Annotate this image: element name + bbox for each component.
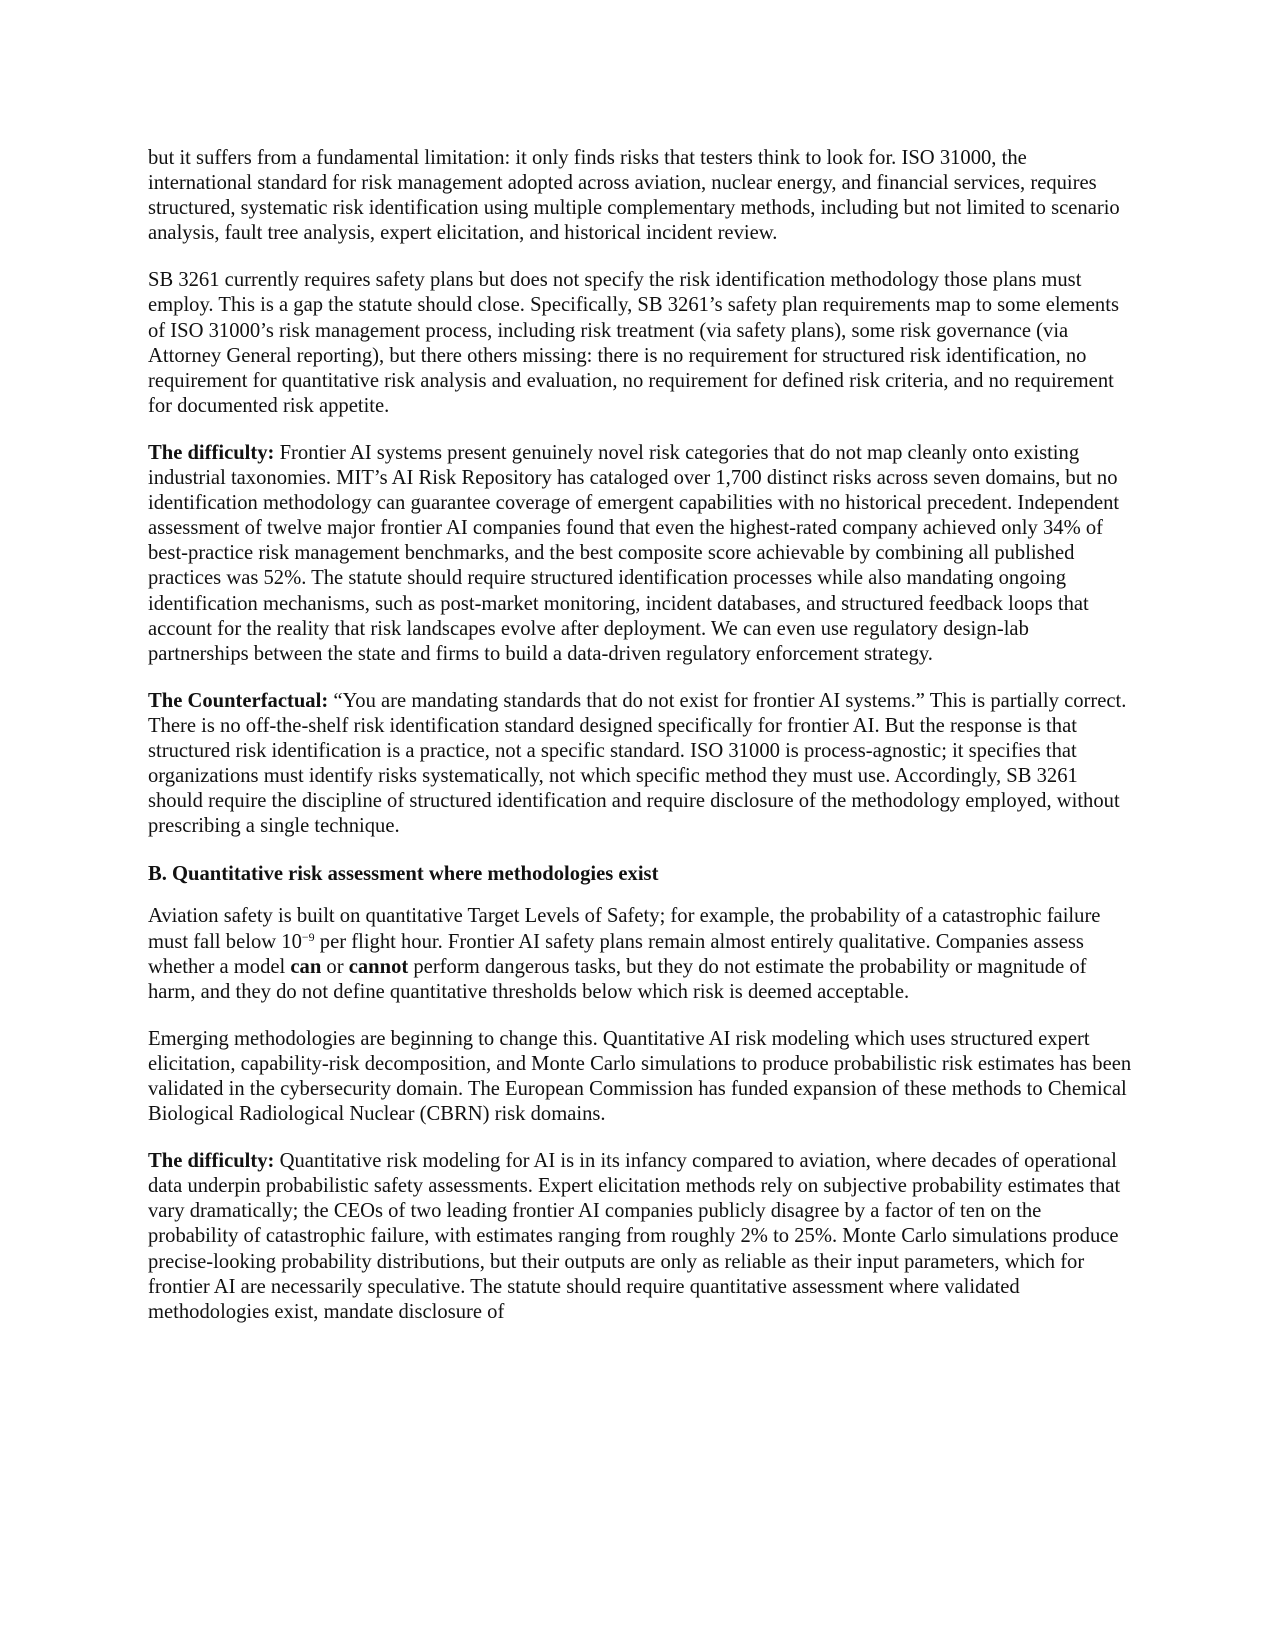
paragraph-difficulty-identification <box>148 441 1133 667</box>
paragraph-difficulty-quantitative <box>148 1149 1133 1325</box>
paragraph-counterfactual <box>148 689 1133 840</box>
paragraph-text: but it suffers from a fundamental limitation: it only finds risks that testers think to look for. ISO 31000, the international standard for risk management adopted across aviation, nuclear energy, and financial services, requires structured, systematic risk identification using multiple complementary methods, including but not limited to scenario analysis, fault tree analysis, expert elicitation, and historical incident review. <box>148 147 1120 245</box>
paragraph-iso-31000 <box>148 146 1133 246</box>
paragraph-text: or <box>321 955 349 978</box>
paragraph-text: Frontier AI systems present genuinely novel risk categories that do not map cleanly onto existing industrial taxonomies. MIT’s AI Risk Repository has cataloged over 1,700 distinct risks across seven domains, but no identification methodology can guarantee coverage of emergent capabilities with no historical precedent. Independent assessment of twelve major frontier AI companies found that even the highest-rated company achieved only 34% of best-practice risk management benchmarks, and the best composite score achievable by combining all published practices was 52%. The statute should require structured identification processes while also mandating ongoing identification mechanisms, such as post-market monitoring, incident databases, and structured feedback loops that account for the reality that risk landscapes evolve after deployment. We can even use regulatory design-lab partnerships between the state and firms to build a data-driven regulatory enforcement strategy. <box>148 441 1120 665</box>
emphasis-cannot: cannot <box>348 955 409 978</box>
paragraph-text: SB 3261 currently requires safety plans but does not specify the risk identification methodology those plans must employ. This is a gap the statute should close. Specifically, SB 3261’s safety plan requirements map to some elements of ISO 31000’s risk management process, including risk treatment (via safety plans), some risk governance (via Attorney General reporting), but there others missing: there is no requirement for structured risk identification, no requirement for quantitative risk analysis and evaluation, no requirement for defined risk criteria, and no requirement for documented risk appetite. <box>148 269 1119 417</box>
paragraph-text: per flight hour. Frontier AI safety plans remain almost entirely qualitative. Companies assess whether a model <box>148 930 1084 978</box>
paragraph-text: Quantitative risk modeling for AI is in its infancy compared to aviation, where decades of operational data underpin probabilistic safety assessments. Expert elicitation methods rely on subjective probability estimates that vary dramatically; the CEOs of two leading frontier AI companies publicly disagree by a factor of ten on the probability of catastrophic failure, with estimates ranging from roughly 2% to 25%. Monte Carlo simulations produce precise-looking probability distributions, but their outputs are only as reliable as their input parameters, which for frontier AI are necessarily speculative. The statute should require quantitative assessment where validated methodologies exist, mandate disclosure of <box>148 1150 1121 1323</box>
paragraph-lead: The difficulty: <box>148 1150 275 1173</box>
paragraph-lead: The difficulty: <box>148 441 275 464</box>
section-heading: B. Quantitative risk assessment where methodologies exist <box>148 863 659 886</box>
paragraph-text: Emerging methodologies are beginning to change this. Quantitative AI risk modeling which uses structured expert elicitation, capability-risk decomposition, and Monte Carlo simulations to produce probabilistic risk estimates has been validated in the cybersecurity domain. The European Commission has funded expansion of these methods to Chemical Biological Radiological Nuclear (CBRN) risk domains. <box>148 1027 1132 1126</box>
paragraph-text: perform dangerous tasks, but they do not estimate the probability or magnitude of harm, and they do not define quantitative thresholds below which risk is deemed acceptable. <box>148 955 1087 1003</box>
emphasis-can: can <box>290 955 322 978</box>
document-page <box>148 146 1133 1325</box>
paragraph-aviation-safety <box>148 904 1133 1004</box>
paragraph-emerging-methodologies <box>148 1027 1133 1127</box>
paragraph-text: Aviation safety is built on quantitative Target Levels of Safety; for example, the probability of a catastrophic failure must fall below 10 <box>148 905 1101 953</box>
exponent: −9 <box>301 929 315 944</box>
paragraph-lead: The Counterfactual: <box>148 689 329 712</box>
paragraph-sb-3261-gap <box>148 268 1133 419</box>
paragraph-text: “You are mandating standards that do not exist for frontier AI systems.” This is partially correct. There is no off-the-shelf risk identification standard designed specifically for frontier AI. But the response is that structured risk identification is a practice, not a specific standard. ISO 31000 is process-agnostic; it specifies that organizations must identify risks systematically, not which specific method they must use. Accordingly, SB 3261 should require the discipline of structured identification and require disclosure of the methodology employed, without prescribing a single technique. <box>148 689 1127 838</box>
